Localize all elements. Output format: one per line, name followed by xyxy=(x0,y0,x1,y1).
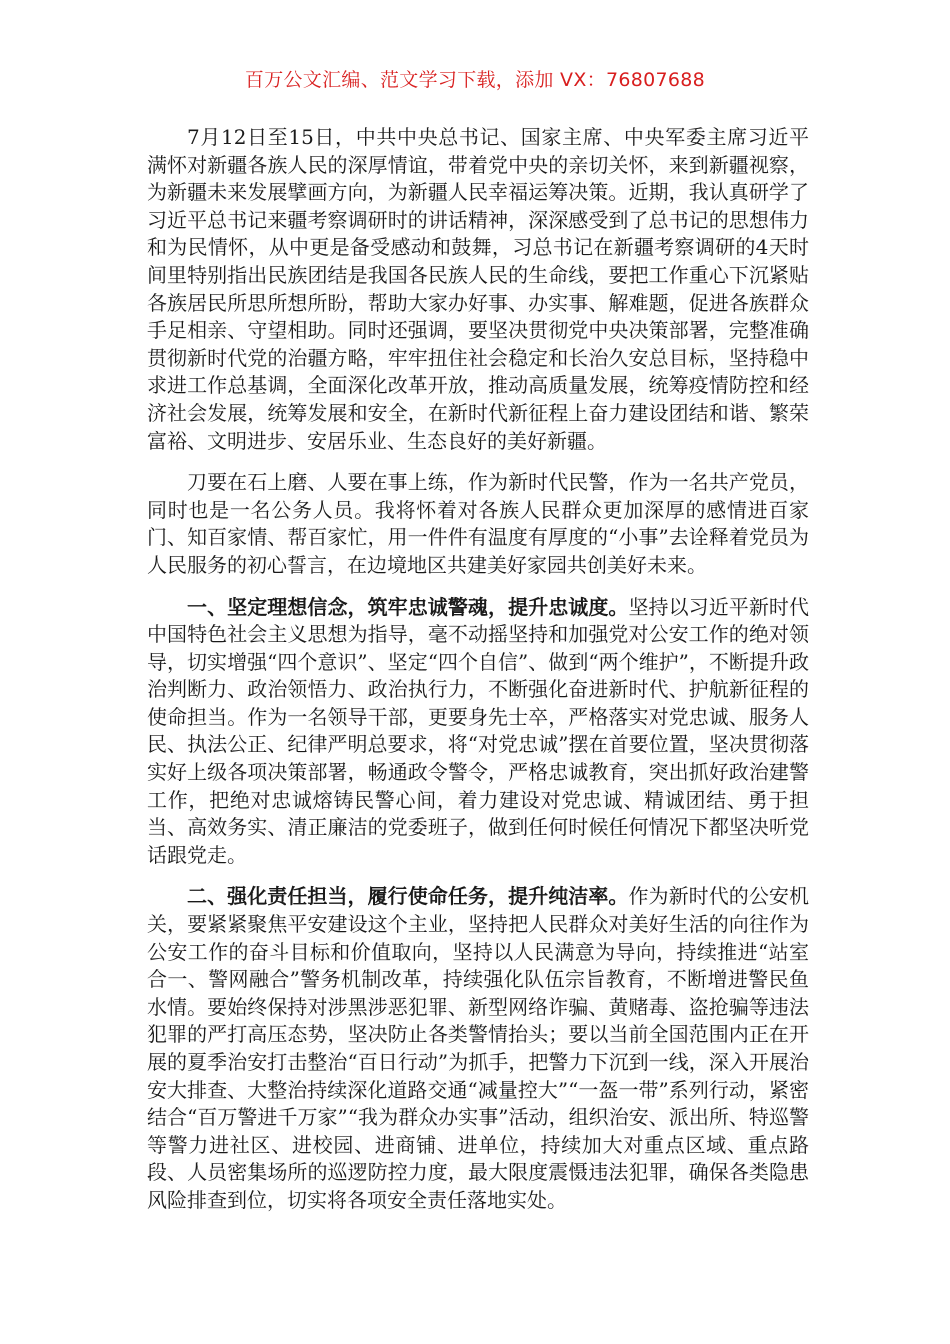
document-body xyxy=(147,124,809,1229)
paragraph-section-1 xyxy=(147,594,809,870)
section-heading: 二、强化责任担当，履行使命任务，提升纯洁率。 xyxy=(187,884,629,909)
section-heading: 一、坚定理想信念，筑牢忠诚警魂，提升忠诚度。 xyxy=(187,594,629,619)
paragraph-text: 坚持以习近平新时代中国特色社会主义思想为指导，毫不动摇坚持和加强党对公安工作的绝对领导，切实增强“四个意识”、坚定“四个自信”、做到“两个维护”，不断提升政治判断力、政治领悟力、政治执行力，不断强化奋进新时代、护航新征程的使命担当。作为一名领导干部，更要身先士卒，严格落实对党忠诚、服务人民、执法公正、纪律严明总要求，将“对党忠诚”摆在首要位置，坚决贯彻落实好上级各项决策部署，畅通政令警令，严格忠诚教育，突出抓好政治建警工作，把绝对忠诚熔铸民警心间，着力建设对党忠诚、精诚团结、勇于担当、高效务实、清正廉洁的党委班子，做到任何时候任何情况下都坚决听党话跟党走。 xyxy=(147,594,810,867)
paragraph-text: 刀要在石上磨、人要在事上练，作为新时代民警，作为一名共产党员，同时也是一名公务人员。我将怀着对各族人民群众更加深厚的感情进百家门、知百家情、帮百家忙，用一件件有温度有厚度的“小事”去诠释着党员为人民服务的初心誓言，在边境地区共建美好家园共创美好未来。 xyxy=(147,470,809,577)
paragraph-commitment xyxy=(147,469,809,579)
paragraph-section-2 xyxy=(147,883,809,1214)
header-banner: 百万公文汇编、范文学习下载，添加 VX：76807688 xyxy=(244,69,706,91)
paragraph-intro xyxy=(147,124,809,455)
paragraph-text: 7月12日至15日，中共中央总书记、国家主席、中央军委主席习近平满怀对新疆各族人民的深厚情谊，带着党中央的亲切关怀，来到新疆视察，为新疆未来发展擘画方向，为新疆人民幸福运筹决策。近期，我认真研学了习近平总书记来疆考察调研时的讲话精神，深深感受到了总书记的思想伟力和为民情怀，从中更是备受感动和鼓舞，习总书记在新疆考察调研的4天时间里特别指出民族团结是我国各民族人民的生命线，要把工作重心下沉紧贴各族居民所思所想所盼，帮助大家办好事、办实事、解难题，促进各族群众手足相亲、守望相助。同时还强调，要坚决贯彻党中央决策部署，完整准确贯彻新时代党的治疆方略，牢牢扭住社会稳定和长治久安总目标，坚持稳中求进工作总基调，全面深化改革开放，推动高质量发展，统筹疫情防控和经济社会发展，统筹发展和安全，在新时代新征程上奋力建设团结和谐、繁荣富裕、文明进步、安居乐业、生态良好的美好新疆。 xyxy=(147,125,809,453)
paragraph-text: 作为新时代的公安机关，要紧紧聚焦平安建设这个主业，坚持把人民群众对美好生活的向往作为公安工作的奋斗目标和价值取向，坚持以人民满意为导向，持续推进“站室合一、警网融合”警务机制改革，持续强化队伍宗旨教育，不断增进警民鱼水情。要始终保持对涉黑涉恶犯罪、新型网络诈骗、黄赌毒、盗抢骗等违法犯罪的严打高压态势，坚决防止各类警情抬头；要以当前全国范围内正在开展的夏季治安打击整治“百日行动”为抓手，把警力下沉到一线，深入开展治安大排查、大整治持续深化道路交通“减量控大”“一盔一带”系列行动，紧密结合“百万警进千万家”“我为群众办实事”活动，组织治安、派出所、特巡警等警力进社区、进校园、进商铺、进单位，持续加大对重点区域、重点路段、人员密集场所的巡逻防控力度，最大限度震慑违法犯罪，确保各类隐患风险排查到位，切实将各项安全责任落地实处。 xyxy=(147,884,810,1212)
